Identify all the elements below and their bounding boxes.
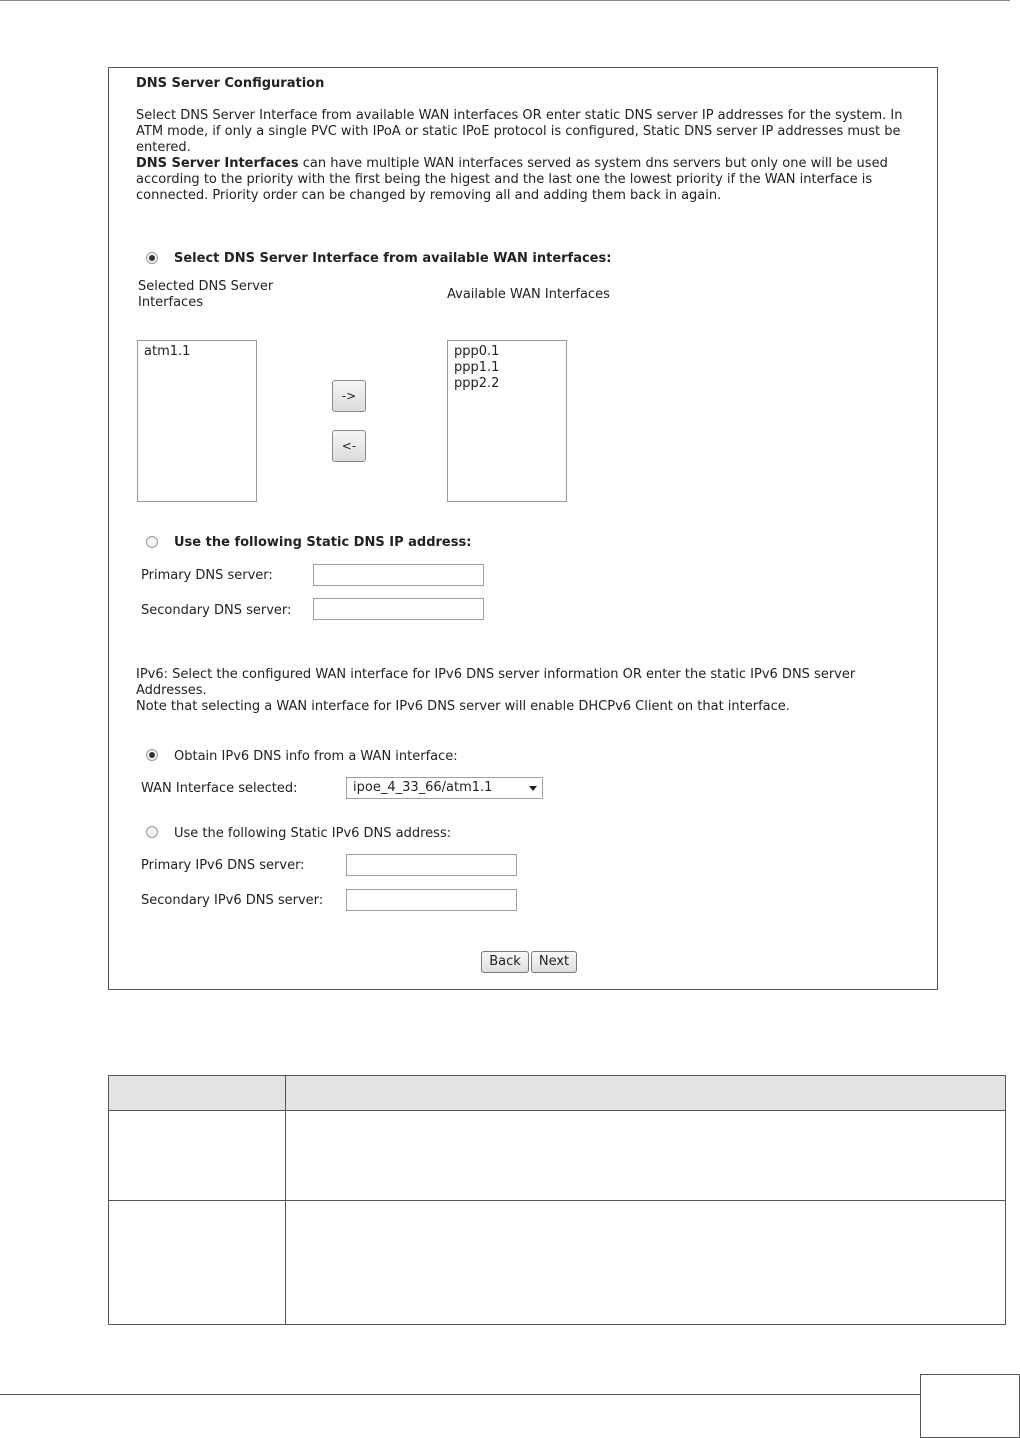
ipv6-wan-option-label: Obtain IPv6 DNS info from a WAN interface: <box>174 749 458 764</box>
available-interfaces-header: Available WAN Interfaces <box>447 287 610 302</box>
add-interface-button[interactable]: -> <box>332 380 366 412</box>
primary-ipv6-input[interactable] <box>346 854 517 876</box>
wan-interface-select-value: ipoe_4_33_66/atm1.1 <box>353 780 493 795</box>
primary-ipv6-label: Primary IPv6 DNS server: <box>141 858 305 873</box>
footer-rule <box>0 1394 920 1395</box>
page-number-box <box>920 1374 1020 1438</box>
static-dns-radio[interactable] <box>146 536 158 548</box>
wan-interface-radio[interactable] <box>146 252 158 264</box>
primary-dns-label: Primary DNS server: <box>141 568 273 583</box>
available-interfaces-list[interactable] <box>447 340 567 502</box>
interfaces-description: can have multiple WAN interfaces served as system dns servers but only one will be used according to the priority with the first being the higest and the last one the lowest priority if the WAN interface is connected. Priority order can be changed by removing all and adding them back in again. <box>136 156 888 203</box>
secondary-dns-input[interactable] <box>313 598 484 620</box>
interfaces-bold-label: DNS Server Interfaces <box>136 156 299 171</box>
table-row-divider <box>108 1200 1006 1201</box>
intro-paragraph: Select DNS Server Interface from available WAN interfaces OR enter static DNS server IP addresses for the system. In ATM mode, if only a single PVC with IPoA or static IPoE protocol is configured, Static DNS server IP addresses must be entered. <box>136 108 903 155</box>
chevron-down-icon <box>529 786 537 791</box>
secondary-ipv6-input[interactable] <box>346 889 517 911</box>
ipv6-static-option-label: Use the following Static IPv6 DNS address: <box>174 826 452 841</box>
selected-interfaces-list[interactable] <box>137 340 257 502</box>
ipv6-note: Note that selecting a WAN interface for IPv6 DNS server will enable DHCPv6 Client on that interface. <box>136 699 790 714</box>
top-rule <box>0 0 1010 1</box>
back-button[interactable]: Back <box>481 951 529 973</box>
secondary-dns-label: Secondary DNS server: <box>141 603 292 618</box>
ipv6-text: IPv6: Select the configured WAN interface for IPv6 DNS server information OR enter the static IPv6 DNS server Addresses. <box>136 667 856 698</box>
ipv6-description <box>136 667 921 715</box>
list-item[interactable]: ppp0.1 <box>454 344 500 359</box>
wan-interface-select[interactable] <box>346 777 543 799</box>
intro-text <box>136 108 916 204</box>
ipv6-static-radio[interactable] <box>146 826 158 838</box>
list-item[interactable]: ppp2.2 <box>454 376 500 391</box>
secondary-ipv6-label: Secondary IPv6 DNS server: <box>141 893 324 908</box>
remove-interface-button[interactable]: <- <box>332 430 366 462</box>
dns-config-panel <box>108 67 938 990</box>
ipv6-wan-radio[interactable] <box>146 749 158 761</box>
static-dns-option-label: Use the following Static DNS IP address: <box>174 535 472 550</box>
wan-interface-selected-label: WAN Interface selected: <box>141 781 298 796</box>
list-item[interactable]: atm1.1 <box>144 344 191 359</box>
wan-interface-option-label: Select DNS Server Interface from available WAN interfaces: <box>174 251 612 266</box>
panel-title: DNS Server Configuration <box>136 76 325 91</box>
next-button[interactable]: Next <box>531 951 577 973</box>
selected-interfaces-header: Selected DNS Server Interfaces <box>138 279 274 310</box>
primary-dns-input[interactable] <box>313 564 484 586</box>
list-item[interactable]: ppp1.1 <box>454 360 500 375</box>
